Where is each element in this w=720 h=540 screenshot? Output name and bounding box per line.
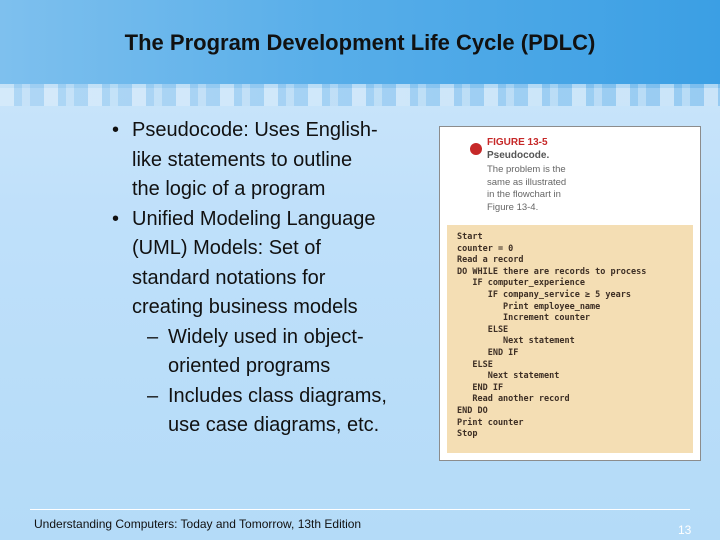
bullet-line: (UML) Models: Set of [132,237,321,259]
slide-title: The Program Development Life Cycle (PDLC) [124,30,596,55]
code-line: counter = 0 [457,243,514,254]
pseudocode-figure [439,126,701,461]
pseudocode-block [447,225,693,453]
code-line: END DO [457,405,488,416]
bullet-item-pseudocode [112,116,442,205]
code-line: ELSE [457,324,509,335]
code-line: END IF [457,347,519,358]
code-line: ELSE [457,359,493,370]
bullet-line: Includes class diagrams, [168,384,387,407]
footer-divider [30,509,690,510]
code-line: Print counter [457,417,524,428]
bullet-list [112,116,442,441]
bullet-line: standard notations for [132,266,326,289]
footer-text: Understanding Computers: Today and Tomorrow, 13th Edition [34,517,362,531]
bullet-line: oriented programs [168,355,331,377]
figure-badge-icon [470,143,482,155]
bullet-line: use case diagrams, etc. [168,414,380,436]
caption-line: Figure 13-4. [487,201,539,213]
code-line: IF company_service ≥ 5 years [457,289,631,300]
caption-line: The problem is the [487,164,566,175]
caption-line: same as illustrated [487,176,567,188]
figure-title: Pseudocode. [487,150,550,161]
bullet-line: • Pseudocode: Uses English- [132,119,378,141]
bullet-item-uml [112,205,442,323]
code-line: Read a record [457,255,524,266]
code-line: Stop [457,429,478,440]
code-line: Next statement [457,371,560,382]
bullet-line: Widely used in object- [168,325,364,348]
caption-line: in the flowchart in [487,189,561,200]
bullet-line: • Unified Modeling Language [132,207,376,230]
header-decorative-stripe [0,84,720,106]
bullet-line: like statements to outline [132,148,353,171]
sub-bullet-diagrams [112,382,442,441]
code-line: END IF [457,382,504,393]
figure-caption [487,164,577,214]
bullet-line: the logic of a program [132,178,326,200]
dash-marker: – [147,325,159,348]
code-line: Next statement [457,336,575,347]
code-line: DO WHILE there are records to process [457,266,647,277]
code-line: Print employee_name [457,301,601,312]
code-line: IF computer_experience [457,278,585,289]
code-line: Increment counter [457,313,591,324]
code-line: Start [457,232,483,242]
bullet-line: creating business models [132,296,358,318]
page-number: 13 [678,523,692,537]
code-line: Read another record [457,394,570,405]
dash-marker: – [147,384,159,407]
sub-bullet-object-oriented [112,323,442,382]
figure-label: FIGURE 13-5 [487,137,548,148]
